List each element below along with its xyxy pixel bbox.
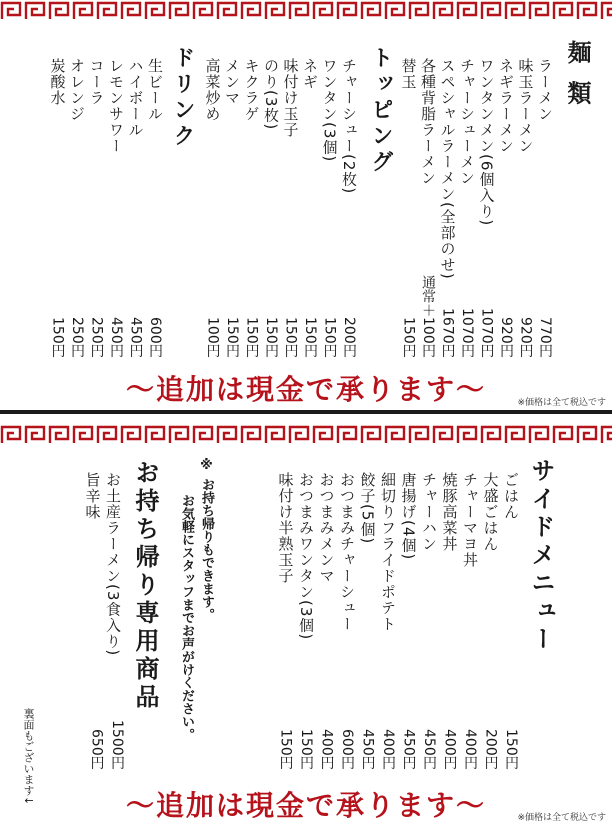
menu-item-price: 1500円	[109, 720, 125, 770]
tax-note-bottom: ※価格は全て税込です	[517, 813, 606, 823]
menu-item-name: コーラ	[87, 58, 106, 106]
menu-item-price: 1070円	[478, 308, 495, 358]
menu-item-name: ワンタンメン(6個入り)	[477, 58, 496, 227]
menu-item-name: メンマ	[223, 58, 241, 106]
menu-item-name: 唐揚げ(4個)	[399, 472, 418, 561]
menu-item-name: チャーシュー(2枚)	[340, 58, 358, 195]
drinks-heading: ドリンク	[170, 46, 196, 150]
menu-item-price: 450円	[421, 729, 437, 770]
toppings-heading: トッピング	[368, 46, 394, 176]
menu-item-name: おつまみメンマ	[317, 472, 336, 584]
menu-item-price: 450円	[127, 317, 144, 358]
menu-item-name: チャーハン	[420, 472, 438, 552]
menu-item-price: 600円	[147, 317, 163, 358]
menu-item-name: 炭酸水	[48, 58, 67, 106]
side-menu-heading: サイドメニュー	[527, 458, 556, 654]
menu-item-name: 高菜炒め	[203, 58, 222, 122]
menu-item-price: 920円	[517, 317, 534, 358]
menu-item-price: 450円	[359, 729, 376, 770]
menu-item-price: 650円	[88, 729, 105, 770]
cash-notice-bottom: 〜追加は現金で承ります〜	[125, 789, 486, 822]
menu-item-price: 250円	[88, 317, 105, 358]
menu-item-name: のり(3枚)	[262, 58, 280, 131]
middle-meander-band	[0, 424, 612, 446]
menu-item-price: 600円	[339, 729, 355, 770]
menu-item-price: 200円	[482, 729, 499, 770]
menu-item-name: ごはん	[502, 472, 520, 520]
takeout-note-mark: ※	[199, 458, 214, 473]
menu-item-price: 400円	[441, 729, 458, 770]
menu-item-price: 770円	[537, 317, 553, 358]
menu-item-name: チャーマヨ丼	[461, 472, 479, 568]
menu-item-name: オレンジ	[68, 58, 86, 122]
menu-item-price: 450円	[108, 317, 124, 358]
menu-item-price: 200円	[341, 317, 357, 358]
menu-item-price: 150円	[298, 729, 314, 770]
menu-item-name: 焼豚高菜丼	[440, 472, 459, 552]
menu-item-price: 250円	[69, 317, 85, 358]
menu-item-name: ネギラーメン	[497, 58, 515, 154]
menu-item-name: 味付け玉子	[281, 58, 300, 138]
menu-item-price: 150円	[224, 317, 240, 358]
menu-item-price: 150円	[243, 317, 260, 358]
menu-item-name: 大盛ごはん	[481, 472, 500, 552]
takeout-note-line1: お持ち帰りもできます。	[199, 478, 214, 621]
menu-item-price: 150円	[400, 317, 417, 358]
menu-item-price: 100円	[204, 317, 221, 358]
menu-item-price: 150円	[282, 317, 299, 358]
back-side-note: 裏面もございます↓	[22, 708, 35, 806]
menu-item-name: お土産ラーメン(3食入り)	[104, 472, 122, 657]
menu-item-name: 替玉	[399, 58, 418, 90]
menu-item-price: 400円	[318, 729, 335, 770]
takeout-heading: お持ち帰り専用商品	[131, 460, 160, 712]
menu-item-name: 餃子(5個)	[358, 472, 377, 545]
menu-item-price: 920円	[498, 317, 514, 358]
menu-item-name: チャーシューメン	[458, 58, 476, 186]
menu-item-price: 400円	[462, 729, 478, 770]
menu-item-name: おつまみチャーシュー	[338, 472, 356, 632]
top-meander-band	[0, 0, 612, 22]
menu-item-name: ネギ	[301, 58, 319, 90]
menu-item-price: 150円	[49, 317, 66, 358]
menu-item-name: キクラゲ	[242, 58, 261, 122]
menu-item-name: 生ビール	[146, 58, 164, 122]
menu-item-name: 細切りフライドポテト	[379, 472, 397, 632]
tax-note-top: ※価格は全て税込です	[517, 398, 606, 408]
menu-item-name: 各種背脂ラーメン	[419, 58, 437, 186]
takeout-note-line2: お気軽にスタッフまでお声がけください。	[179, 494, 194, 741]
menu-item-name: 味玉ラーメン	[516, 58, 535, 154]
menu-item-name: 味付け半熟玉子	[276, 472, 295, 584]
menu-item-price: 400円	[380, 729, 396, 770]
menu-item-price: 150円	[277, 729, 294, 770]
section-divider	[0, 410, 612, 414]
menu-item-name: ワンタン(3個)	[320, 58, 339, 163]
menu-item-price: 450円	[400, 729, 417, 770]
menu-item-name: 旨辛味	[83, 472, 102, 520]
noodles-heading: 麺 類	[563, 40, 592, 109]
menu-item-price: 150円	[321, 317, 338, 358]
menu-item-name: ラーメン	[536, 58, 554, 122]
menu-item-price: 150円	[302, 317, 318, 358]
menu-item-name: ハイボール	[126, 58, 145, 138]
cash-notice-top: 〜追加は現金で承ります〜	[125, 373, 486, 406]
menu-item-price: 1670円	[439, 308, 456, 358]
menu-item-price: 1070円	[459, 308, 475, 358]
menu-item-name: レモンサワー	[107, 58, 125, 154]
menu-item-price: 150円	[503, 729, 519, 770]
menu-item-name: スペシャルラーメン(全部のせ)	[438, 58, 457, 280]
menu-item-price: 150円	[263, 317, 279, 358]
menu-item-name: おつまみワンタン(3個)	[297, 472, 315, 641]
menu-item-price: 通常＋100円	[420, 275, 436, 358]
